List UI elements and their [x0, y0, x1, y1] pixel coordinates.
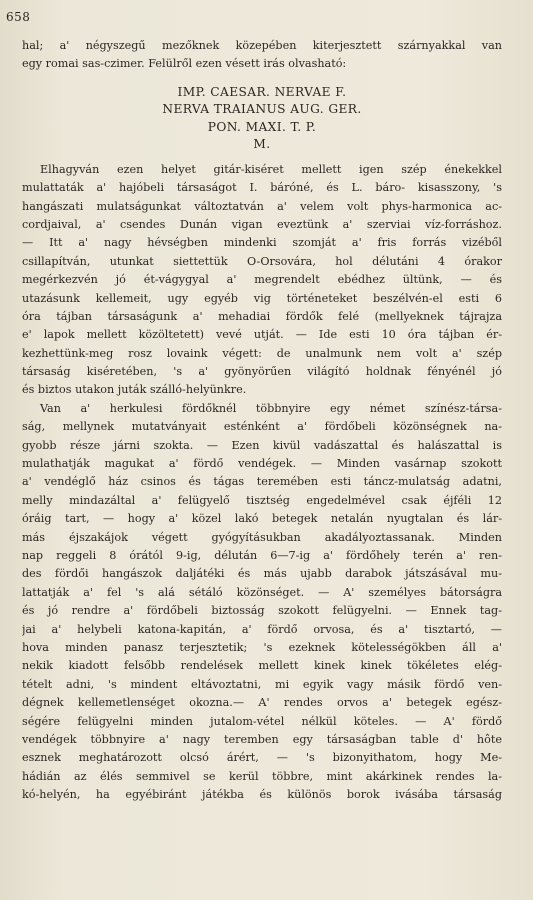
text-line: óráig tart, — hogy a' közel lakó betegek netalán nyugtalan és lár- — [22, 512, 502, 526]
text-line: és jó rendre a' fördőbeli biztosság szokott felügyelni. — Ennek tag- — [22, 604, 502, 618]
text-line: csillapítván, utunkat siettettük O-Orsovára, hol délutáni 4 órakor — [22, 254, 502, 268]
page-number: 658 — [6, 10, 31, 24]
text-line: óra tájban társaságunk a' mehadiai fördők felé (mellyeknek tájrajza — [22, 309, 502, 323]
text-line: dégnek kellemetlenséget okozna.— A' rendes orvos a' betegek egész- — [22, 696, 502, 710]
text-line: e' lapok mellett közöltetett) vevé utját. — Ide esti 10 óra tájban ér- — [22, 328, 502, 342]
text-line: ság, mellynek mutatványait esténként a' fördőbeli közönségnek na- — [22, 420, 502, 434]
inscription-line: PON. MAXI. T. P. — [207, 119, 317, 134]
text-line: des fördői hangászok daljátéki és más ujabb darabok játszásával mu- — [22, 567, 502, 581]
text-line: egy romai sas-czimer. Felülről ezen vésett irás olvasható: — [22, 57, 347, 71]
inscription-line: M. — [253, 137, 271, 152]
text-line: más éjszakájok végett gyógyításukban akadályoztassanak. Minden — [22, 530, 502, 544]
text-line: melly mindazáltal a' felügyelő tisztség engedelmével csak éjféli 12 — [22, 493, 502, 507]
latin-inscription — [22, 84, 502, 154]
text-line: hal; a' négyszegű mezőknek közepében kiterjesztett szárnyakkal van — [22, 39, 502, 52]
paragraph-journey — [22, 161, 502, 400]
text-line: kezhettünk-meg rosz lovaink végett: de unalmunk nem volt a' szép — [22, 346, 502, 360]
text-line: cordjaival, a' csendes Dunán vigan eveztünk a' szerviai víz-forráshoz. — [22, 217, 502, 231]
text-line: ségére felügyelni minden jutalom-vétel nélkül köteles. — A' fördő — [22, 714, 502, 728]
text-line: Elhagyván ezen helyet gitár-kiséret mellett igen szép énekekkel — [40, 162, 502, 176]
text-line: hangászati mulatságunkat változtatván a' velem volt phys-harmonica ac- — [22, 199, 502, 213]
text-line: utazásunk kellemeit, ugy egyéb vig történeteket beszélvén-el esti 6 — [22, 291, 502, 305]
text-line: és biztos utakon juták szálló-helyünkre. — [22, 383, 247, 397]
inscription-line: IMP. CAESAR. NERVAE F. — [177, 84, 347, 99]
text-line: mulathatják magukat a' fördő vendégek. — Minden vasárnap szokott — [22, 457, 502, 471]
text-line: megérkezvén jó ét-vágygyal a' megrendelt ebédhez ültünk, — és — [22, 273, 502, 287]
page-body — [22, 37, 502, 804]
text-line: mulattaták a' hajóbeli társaságot I. báróné, és L. báro- kisasszony, 's — [22, 181, 502, 195]
text-line: társaság kiséretében, 's a' gyönyörűen világító holdnak fényénél jó — [22, 365, 502, 379]
text-line: tételt adni, 's mindent eltávoztatni, mi egyik vagy másik fördő ven- — [22, 677, 502, 691]
text-line: esznek meghatározott olcsó árért, — 's bizonyithatom, hogy Me- — [22, 751, 502, 765]
text-line: kó-helyén, ha egyébiránt játékba és különös borok ivásába társaság — [22, 788, 502, 802]
text-line: a' vendéglő ház csinos és tágas teremében esti táncz-mulatság adatni, — [22, 475, 502, 489]
text-line: Van a' herkulesi fördőknél többnyire egy német színész-társa- — [40, 401, 502, 415]
text-line: vendégek többnyire a' nagy teremben egy társaságban table d' hôte — [22, 732, 502, 746]
text-line: hova minden panasz terjesztetik; 's ezeknek kötelességökben áll a' — [22, 640, 502, 654]
paragraph-intro — [22, 37, 502, 74]
text-line: gyobb része járni szokta. — Ezen kivül vadászattal és halászattal is — [22, 438, 502, 452]
inscription-line: NERVA TRAIANUS AUG. GER. — [162, 102, 362, 117]
paragraph-bath-life — [22, 400, 502, 805]
text-line: hádián az élés semmivel se kerül többre, mint akárkinek rendes la- — [22, 769, 502, 783]
text-line: jai a' helybeli katona-kapitán, a' fördő orvosa, és a' tisztartó, — — [22, 622, 502, 636]
text-line: lattatják a' fel 's alá sétáló közönséget. — A' személyes bátorságra — [22, 585, 502, 599]
text-line: nap reggeli 8 órától 9-ig, délután 6—7-ig a' fördőhely terén a' ren- — [22, 548, 502, 562]
text-line: — Itt a' nagy hévségben mindenki szomját a' fris forrás vizéből — [22, 236, 502, 250]
text-line: nekik kiadott felsőbb rendelések mellett kinek kinek tökéletes elég- — [22, 659, 502, 673]
